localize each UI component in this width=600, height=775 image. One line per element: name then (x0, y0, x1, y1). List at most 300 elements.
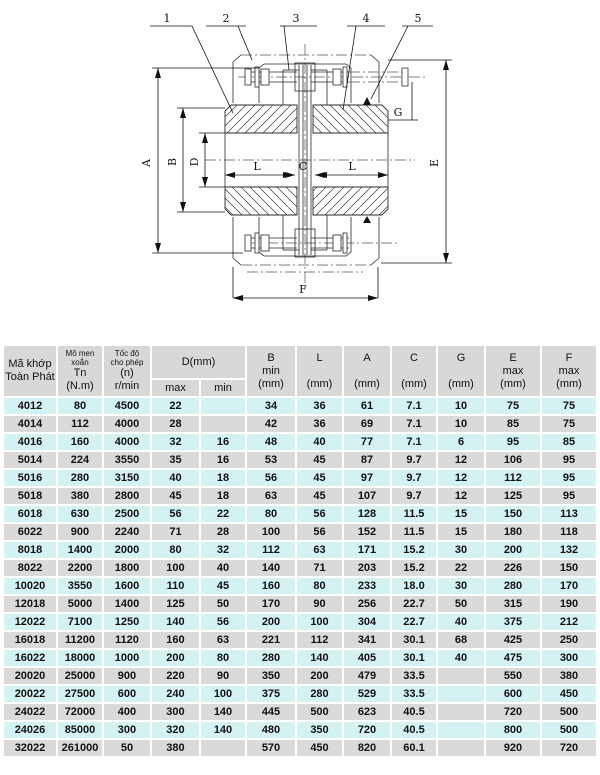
table-cell: 233 (344, 578, 390, 594)
table-cell: 7.1 (392, 434, 436, 450)
table-cell: 15 (438, 524, 484, 540)
table-cell: 304 (344, 614, 390, 630)
table-cell: 12 (438, 488, 484, 504)
table-cell: 20022 (4, 686, 56, 702)
right-hub-lower-section (313, 187, 388, 215)
bottom-bolt-nut-right (333, 235, 341, 251)
callout-3-leader (284, 26, 289, 70)
table-cell: 18 (201, 488, 245, 504)
top-bolt-nut-left (261, 69, 269, 85)
table-header (4, 346, 596, 396)
table-cell: 95 (542, 470, 596, 486)
table-cell: 500 (542, 704, 596, 720)
table-cell: 75 (542, 398, 596, 414)
table-cell: 445 (247, 704, 295, 720)
sleeve-top-left (233, 55, 241, 103)
top-bolt-nut-right (333, 69, 341, 85)
table-cell: 500 (542, 722, 596, 738)
col-header-d-group: D(mm) (152, 346, 245, 378)
table-cell: 22 (152, 398, 199, 414)
callout-5: 5 (414, 12, 422, 25)
table-cell: 300 (152, 704, 199, 720)
table-cell: 240 (152, 686, 199, 702)
table-cell: 95 (542, 488, 596, 504)
table-row (4, 722, 596, 738)
table-cell: 221 (247, 632, 295, 648)
table-cell: 380 (152, 740, 199, 756)
col-header-torque: Mô men xoắn Tn (N.m) (58, 346, 102, 396)
table-cell: 22.7 (392, 596, 436, 612)
table-cell: 28 (201, 524, 245, 540)
table-cell: 71 (297, 560, 342, 576)
table-cell: 200 (247, 614, 295, 630)
table-cell: 50 (104, 740, 150, 756)
table-cell: 5016 (4, 470, 56, 486)
table-cell: 480 (247, 722, 295, 738)
table-cell: 56 (201, 614, 245, 630)
table-row (4, 452, 596, 468)
table-cell: 95 (542, 452, 596, 468)
table-cell: 570 (247, 740, 295, 756)
table-cell: 15.2 (392, 542, 436, 558)
table-cell: 140 (152, 614, 199, 630)
callout-1: 1 (163, 12, 171, 25)
callout-4: 4 (362, 12, 370, 25)
table-cell: 6 (438, 434, 484, 450)
dim-label-E: E (428, 158, 441, 168)
table-cell: 11200 (58, 632, 102, 648)
callout-1-leader (192, 26, 233, 113)
col-header-code: Mã khớp Toàn Phát (4, 346, 56, 396)
table-cell: 315 (486, 596, 540, 612)
table-cell: 30 (438, 578, 484, 594)
table-cell: 15.2 (392, 560, 436, 576)
left-hub-lower-section (225, 187, 297, 215)
table-cell: 250 (542, 632, 596, 648)
bottom-bolt-nut-left (261, 235, 269, 251)
table-row (4, 398, 596, 414)
table-row (4, 470, 596, 486)
table-cell: 170 (247, 596, 295, 612)
table-cell: 85 (542, 434, 596, 450)
table-cell: 3550 (58, 578, 102, 594)
table-cell: 350 (247, 668, 295, 684)
table-cell: 16 (201, 452, 245, 468)
table-row (4, 596, 596, 612)
table-cell: 4014 (4, 416, 56, 432)
table-cell: 140 (201, 722, 245, 738)
table-cell: 2800 (104, 488, 150, 504)
table-cell: 22 (438, 560, 484, 576)
table-cell: 300 (104, 722, 150, 738)
table-cell: 224 (58, 452, 102, 468)
table-cell (438, 740, 484, 756)
table-cell: 341 (344, 632, 390, 648)
datum-marker-bottom (363, 216, 371, 223)
table-cell: 10020 (4, 578, 56, 594)
table-cell: 150 (486, 506, 540, 522)
table-cell: 33.5 (392, 686, 436, 702)
table-cell: 56 (152, 506, 199, 522)
table-cell: 7.1 (392, 416, 436, 432)
table-cell: 2200 (58, 560, 102, 576)
table-cell: 203 (344, 560, 390, 576)
table-cell: 550 (486, 668, 540, 684)
table-cell: 375 (486, 614, 540, 630)
table-cell: 50 (438, 596, 484, 612)
table-cell (201, 416, 245, 432)
table-cell: 125 (152, 596, 199, 612)
table-cell: 125 (486, 488, 540, 504)
table-cell: 106 (486, 452, 540, 468)
table-cell: 152 (344, 524, 390, 540)
table-cell: 75 (542, 416, 596, 432)
dim-label-A: A (140, 159, 153, 167)
table-row (4, 650, 596, 666)
col-header-b: B min (mm) (247, 346, 295, 396)
table-row (4, 542, 596, 558)
left-hub-upper-section (225, 105, 297, 133)
table-cell: 80 (297, 578, 342, 594)
table-cell: 18 (201, 470, 245, 486)
table-cell: 5000 (58, 596, 102, 612)
table-cell: 32022 (4, 740, 56, 756)
table-cell: 9.7 (392, 470, 436, 486)
bottom-bolt-washer-right (343, 233, 347, 253)
table-cell: 113 (542, 506, 596, 522)
table-cell: 1000 (104, 650, 150, 666)
technical-drawing (0, 0, 600, 340)
table-cell: 450 (297, 740, 342, 756)
table-cell: 3150 (104, 470, 150, 486)
sleeve-bottom-right (371, 217, 379, 265)
table-cell: 5018 (4, 488, 56, 504)
table-cell: 8022 (4, 560, 56, 576)
table-cell: 900 (58, 524, 102, 540)
table-cell: 820 (344, 740, 390, 756)
table-cell: 10 (438, 416, 484, 432)
table-cell: 77 (344, 434, 390, 450)
table-cell: 15 (438, 506, 484, 522)
table-cell: 140 (201, 704, 245, 720)
table-body (4, 398, 596, 756)
table-cell: 11.5 (392, 506, 436, 522)
col-header-e: E max (mm) (486, 346, 540, 396)
table-cell: 128 (344, 506, 390, 522)
table-cell: 97 (344, 470, 390, 486)
callout-5-leader (371, 26, 408, 99)
table-cell: 90 (297, 596, 342, 612)
table-cell: 112 (58, 416, 102, 432)
col-header-l: L (mm) (297, 346, 342, 396)
top-bolt-head (245, 69, 251, 85)
table-cell: 1120 (104, 632, 150, 648)
table-cell: 1250 (104, 614, 150, 630)
withdrawn-bolt-head (402, 68, 408, 86)
table-cell: 900 (104, 668, 150, 684)
table-cell: 190 (542, 596, 596, 612)
table-cell: 56 (297, 506, 342, 522)
bottom-bolt-head (245, 235, 251, 251)
right-hub-upper-section (313, 105, 388, 133)
bottom-bolt-washer-left (255, 233, 259, 253)
table-cell (438, 686, 484, 702)
table-cell: 40 (438, 650, 484, 666)
table-cell: 280 (297, 686, 342, 702)
table-cell: 69 (344, 416, 390, 432)
table-cell (201, 740, 245, 756)
table-cell (201, 398, 245, 414)
table-cell: 45 (297, 452, 342, 468)
table-cell: 160 (247, 578, 295, 594)
table-cell: 33.5 (392, 668, 436, 684)
table-cell: 18000 (58, 650, 102, 666)
table-cell: 68 (438, 632, 484, 648)
dim-label-L-right: L (348, 160, 356, 173)
table-cell: 90 (201, 668, 245, 684)
table-cell: 220 (152, 668, 199, 684)
table-cell: 45 (297, 470, 342, 486)
table-cell: 280 (486, 578, 540, 594)
table-cell: 800 (486, 722, 540, 738)
table-cell: 4000 (104, 416, 150, 432)
table-cell: 7.1 (392, 398, 436, 414)
table-cell: 3550 (104, 452, 150, 468)
table-cell: 40.5 (392, 704, 436, 720)
table-cell: 200 (152, 650, 199, 666)
table-cell: 40 (438, 614, 484, 630)
col-header-speed: Tốc độ cho phép (n) r/min (104, 346, 150, 396)
table-cell: 45 (152, 488, 199, 504)
top-disc-clamp (295, 63, 315, 91)
table-row (4, 560, 596, 576)
table-cell: 425 (486, 632, 540, 648)
table-cell: 36 (297, 416, 342, 432)
table-cell: 30.1 (392, 632, 436, 648)
table-cell: 140 (297, 650, 342, 666)
table-cell: 34 (247, 398, 295, 414)
table-cell: 500 (297, 704, 342, 720)
table-cell (438, 668, 484, 684)
table-cell: 36 (297, 398, 342, 414)
table-cell: 75 (486, 398, 540, 414)
table-cell: 6018 (4, 506, 56, 522)
table-cell: 280 (58, 470, 102, 486)
table-row (4, 488, 596, 504)
table-cell: 118 (542, 524, 596, 540)
table-row (4, 506, 596, 522)
table-cell: 1800 (104, 560, 150, 576)
bottom-disc-clamp (295, 229, 315, 257)
top-bolt-washer-left (255, 67, 259, 87)
table-cell: 25000 (58, 668, 102, 684)
table-cell: 63 (297, 542, 342, 558)
table-cell: 40 (297, 434, 342, 450)
table-cell: 4016 (4, 434, 56, 450)
table-cell: 170 (542, 578, 596, 594)
table-cell: 400 (104, 704, 150, 720)
table-cell: 110 (152, 578, 199, 594)
table-cell: 4000 (104, 434, 150, 450)
table-cell: 80 (58, 398, 102, 414)
table-row (4, 416, 596, 432)
table-cell: 112 (247, 542, 295, 558)
datum-marker-top (363, 97, 371, 105)
table-cell: 160 (152, 632, 199, 648)
coupling-cross-section-drawing (0, 0, 600, 340)
table-cell: 30.1 (392, 650, 436, 666)
table-cell: 32 (152, 434, 199, 450)
table-cell: 71 (152, 524, 199, 540)
table-cell: 6022 (4, 524, 56, 540)
table-row (4, 686, 596, 702)
table-row (4, 578, 596, 594)
table-cell: 12022 (4, 614, 56, 630)
table-row (4, 632, 596, 648)
table-cell: 100 (297, 614, 342, 630)
table-cell: 300 (542, 650, 596, 666)
table-cell: 10 (438, 398, 484, 414)
table-cell: 920 (486, 740, 540, 756)
table-cell: 720 (486, 704, 540, 720)
table-cell: 100 (247, 524, 295, 540)
table-cell: 63 (247, 488, 295, 504)
table-row (4, 524, 596, 540)
table-cell: 100 (201, 686, 245, 702)
table-cell: 20020 (4, 668, 56, 684)
table-cell: 7100 (58, 614, 102, 630)
callout-2: 2 (222, 12, 230, 25)
table-cell: 63 (201, 632, 245, 648)
table-cell: 40.5 (392, 722, 436, 738)
sleeve-bottom-left (233, 217, 241, 265)
table-cell: 100 (152, 560, 199, 576)
table-cell: 720 (344, 722, 390, 738)
table-cell: 27500 (58, 686, 102, 702)
coupling-spec-table (2, 344, 598, 758)
table-cell: 4500 (104, 398, 150, 414)
table-cell: 5014 (4, 452, 56, 468)
table-cell: 212 (542, 614, 596, 630)
table-cell: 50 (201, 596, 245, 612)
table-cell: 1400 (58, 542, 102, 558)
table-cell: 72000 (58, 704, 102, 720)
table-cell: 600 (104, 686, 150, 702)
table-cell: 2240 (104, 524, 150, 540)
col-header-a: A (mm) (344, 346, 390, 396)
table-cell: 112 (486, 470, 540, 486)
table-cell: 56 (247, 470, 295, 486)
table-cell: 53 (247, 452, 295, 468)
dim-label-F: F (299, 283, 307, 296)
table-cell: 40 (152, 470, 199, 486)
table-cell: 112 (297, 632, 342, 648)
table-cell: 350 (297, 722, 342, 738)
table-cell: 85000 (58, 722, 102, 738)
table-cell: 479 (344, 668, 390, 684)
table-cell: 12 (438, 452, 484, 468)
table-cell: 380 (542, 668, 596, 684)
col-header-d-min: min (201, 380, 245, 396)
table-cell: 18.0 (392, 578, 436, 594)
table-cell: 80 (152, 542, 199, 558)
table-cell: 261000 (58, 740, 102, 756)
table-cell: 405 (344, 650, 390, 666)
table-row (4, 740, 596, 756)
table-cell: 45 (297, 488, 342, 504)
col-header-g: G (mm) (438, 346, 484, 396)
table-cell: 22.7 (392, 614, 436, 630)
dim-label-D: D (188, 157, 201, 167)
callout-3: 3 (292, 12, 300, 25)
table-cell: 16 (201, 434, 245, 450)
table-cell: 12 (438, 470, 484, 486)
table-cell: 226 (486, 560, 540, 576)
table-cell: 9.7 (392, 452, 436, 468)
table-cell: 171 (344, 542, 390, 558)
top-bolt-washer-right (343, 67, 347, 87)
table-cell: 180 (486, 524, 540, 540)
table-cell: 4012 (4, 398, 56, 414)
table-cell: 2000 (104, 542, 150, 558)
table-cell: 1400 (104, 596, 150, 612)
table-cell: 24022 (4, 704, 56, 720)
table-cell: 85 (486, 416, 540, 432)
table-cell: 2500 (104, 506, 150, 522)
table-cell: 42 (247, 416, 295, 432)
table-cell: 56 (297, 524, 342, 540)
table-cell: 200 (486, 542, 540, 558)
table-cell: 380 (58, 488, 102, 504)
table-cell: 132 (542, 542, 596, 558)
table-cell: 61 (344, 398, 390, 414)
table-cell: 28 (152, 416, 199, 432)
table-cell: 107 (344, 488, 390, 504)
table-cell: 24026 (4, 722, 56, 738)
dim-label-L-left: L (253, 160, 261, 173)
table-cell: 80 (201, 650, 245, 666)
dim-label-C: C (298, 160, 308, 173)
table-cell: 16022 (4, 650, 56, 666)
table-cell: 475 (486, 650, 540, 666)
table-cell: 375 (247, 686, 295, 702)
table-cell: 48 (247, 434, 295, 450)
table-row (4, 614, 596, 630)
table-cell (438, 722, 484, 738)
table-cell: 32 (201, 542, 245, 558)
table-cell (438, 704, 484, 720)
table-row (4, 434, 596, 450)
table-cell: 140 (247, 560, 295, 576)
table-cell: 600 (486, 686, 540, 702)
table-cell: 87 (344, 452, 390, 468)
table-cell: 623 (344, 704, 390, 720)
col-header-f: F max (mm) (542, 346, 596, 396)
table-cell: 16018 (4, 632, 56, 648)
table-cell: 80 (247, 506, 295, 522)
table-cell: 320 (152, 722, 199, 738)
table-cell: 200 (297, 668, 342, 684)
table-cell: 60.1 (392, 740, 436, 756)
table-cell: 30 (438, 542, 484, 558)
col-header-d-max: max (152, 380, 199, 396)
table-cell: 1600 (104, 578, 150, 594)
table-cell: 40 (201, 560, 245, 576)
table-cell: 9.7 (392, 488, 436, 504)
table-row (4, 704, 596, 720)
dim-label-B: B (166, 157, 179, 167)
col-header-c: C (mm) (392, 346, 436, 396)
